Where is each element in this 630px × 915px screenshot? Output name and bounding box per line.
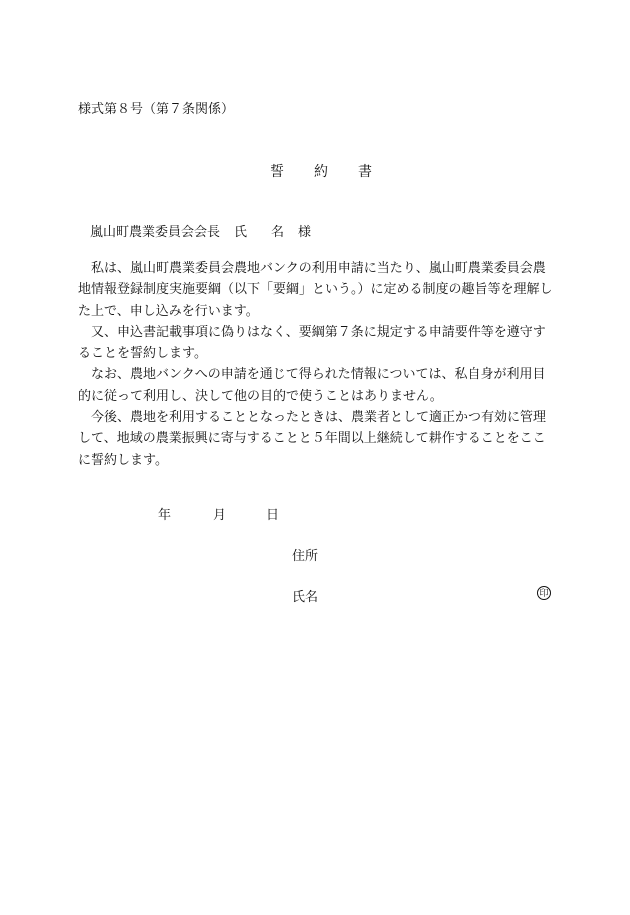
date-month-label: 月	[213, 508, 227, 523]
date-day-label: 日	[266, 508, 280, 523]
addressee-organization: 嵐山町農業委員会会長	[90, 225, 221, 240]
seal-icon: 印	[537, 586, 551, 600]
addressee-honorific: 様	[298, 225, 312, 240]
form-number: 様式第８号（第７条関係）	[78, 102, 235, 117]
addressee-name-char-1: 氏	[234, 225, 248, 240]
address-label: 住所	[292, 549, 319, 564]
title-char-1: 誓	[270, 164, 284, 180]
title-char-3: 書	[358, 164, 372, 180]
pledge-body	[78, 258, 558, 471]
name-label: 氏名	[292, 590, 319, 605]
paragraph-4: 今後、農地を利用することとなったときは、農業者として適正かつ有効に管理して、地域の農業振興に寄与することと５年間以上継続して耕作することをここに誓約します。	[78, 410, 547, 468]
paragraph-2: 又、申込書記載事項に偽りはなく、要綱第７条に規定する申請要件等を遵守することを誓約します。	[78, 324, 546, 362]
document-title	[270, 161, 372, 181]
addressee-name-char-2: 名	[271, 225, 285, 240]
paragraph-1: 私は、嵐山町農業委員会農地バンクの利用申請に当たり、嵐山町農業委員会農地情報登録制度実施要綱（以下「要綱」という。）に定める制度の趣旨等を理解した上で、申し込みを行います。	[78, 261, 553, 319]
paragraph-3: なお、農地バンクへの申請を通じて得られた情報については、私自身が利用目的に従って利用し、決して他の目的で使うことはありません。	[78, 367, 546, 404]
title-char-2: 約	[314, 164, 328, 180]
date-year-label: 年	[158, 508, 172, 523]
addressee	[90, 221, 311, 240]
